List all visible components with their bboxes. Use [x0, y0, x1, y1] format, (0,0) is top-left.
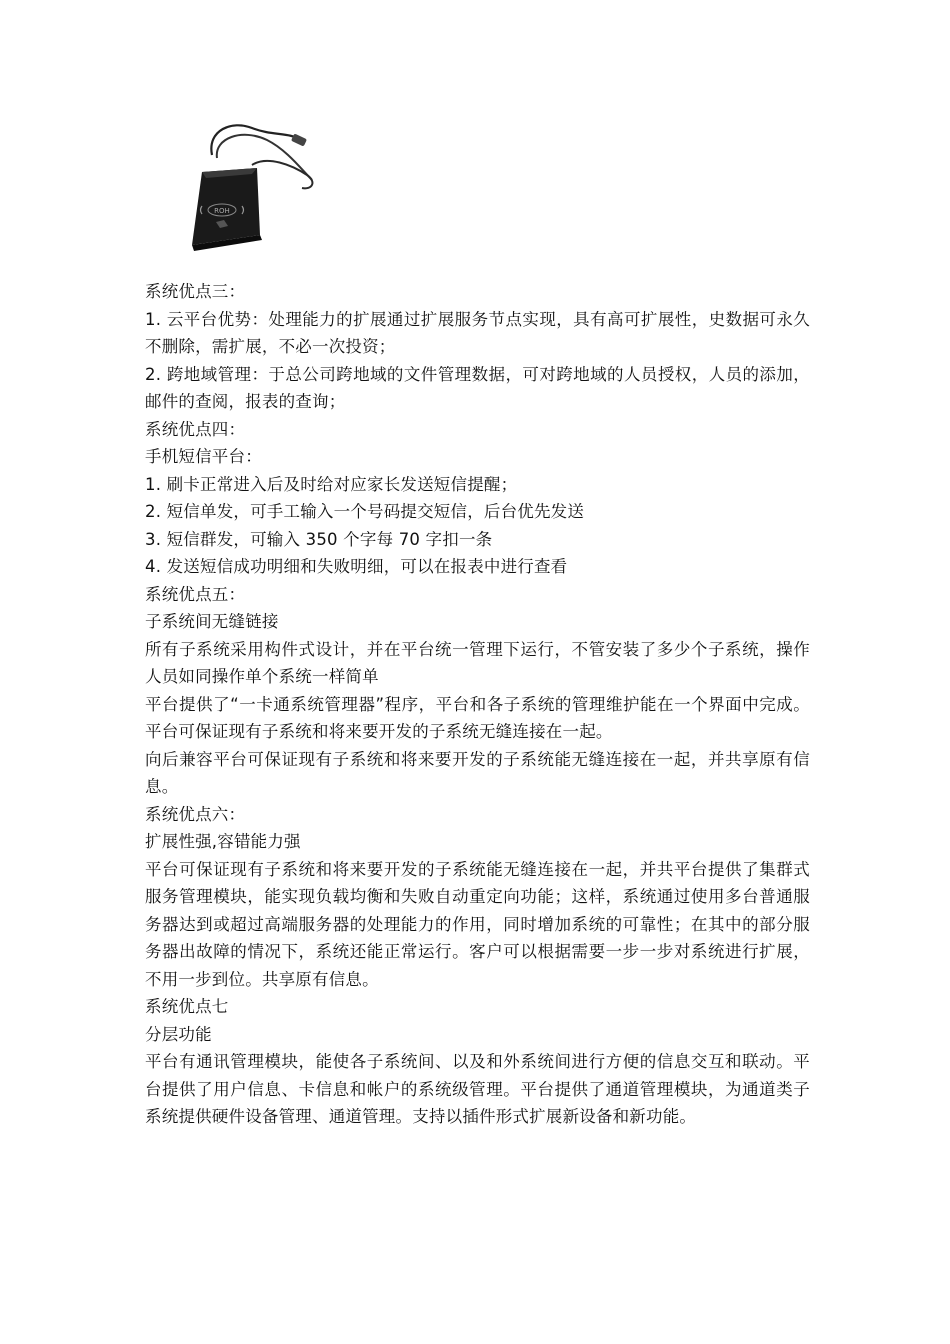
paragraph: 系统优点三： — [145, 282, 246, 301]
paragraph: 子系统间无缝链接 — [145, 612, 279, 631]
paragraph: 向后兼容平台可保证现有子系统和将来要开发的子系统能无缝连接在一起，并共享原有信息。 — [145, 749, 810, 796]
card-reader-image — [172, 110, 322, 260]
paragraph: 系统优点四： — [145, 419, 246, 439]
paragraph: 平台有通讯管理模块，能使各子系统间、以及和外系统间进行方便的信息交互和联动。平台提供了用户信息、卡信息和帐户的系统级管理。平台提供了通道管理模块，为通道类子系统提供硬件设备管理、通道管理。支持以插件形式扩展新设备和新功能。 — [145, 1052, 810, 1126]
paragraph: 1. 云平台优势：处理能力的扩展通过扩展服务节点实现，具有高可扩展性，史数据可永久不删除，需扩展，不必一次投资； — [145, 309, 810, 356]
paragraph: 手机短信平台： — [145, 447, 262, 466]
paragraph: 系统优点七 — [145, 997, 229, 1016]
paragraph: 4. 发送短信成功明细和失败明细，可以在报表中进行查看 — [145, 557, 568, 576]
paragraph: 2. 跨地域管理：于总公司跨地域的文件管理数据，可对跨地域的人员授权，人员的添加，邮件的查阅，报表的查询； — [145, 364, 810, 411]
paragraph: 系统优点五： — [145, 584, 246, 604]
paragraph: 3. 短信群发，可输入 350 个字每 70 字扣一条 — [145, 529, 493, 549]
paragraph: 所有子系统采用构件式设计，并在平台统一管理下运行，不管安装了多少个子系统，操作人员如同操作单个系统一样简单 — [145, 639, 810, 686]
paragraph: 分层功能 — [145, 1024, 212, 1044]
paragraph: 平台提供了“一卡通系统管理器”程序，平台和各子系统的管理维护能在一个界面中完成。 平台可保证现有子系统和将来要开发的子系统无缝连接在一起。 — [145, 694, 810, 741]
paragraph: 系统优点六： — [145, 804, 246, 824]
paragraph: 平台可保证现有子系统和将来要开发的子系统能无缝连接在一起，并共平台提供了集群式服务管理模块，能实现负载均衡和失败自动重定向功能；这样，系统通过使用多台普通服务器达到或超过高端服务器的处理能力的作用，同时增加系统的可靠性；在其中的部分服务器出故障的情况下，系统还能正常运行。客户可以根据需要一步一步对系统进行扩展，不用一步到位。共享原有信息。 — [145, 859, 810, 989]
device-logo-text: ROH — [214, 207, 230, 215]
card-reader-drawing — [172, 110, 322, 260]
paragraph: 扩展性强,容错能力强 — [145, 832, 301, 851]
paragraph: 1. 刷卡正常进入后及时给对应家长发送短信提醒； — [145, 474, 518, 494]
document-body — [145, 278, 810, 1131]
paragraph: 2. 短信单发，可手工输入一个号码提交短信，后台优先发送 — [145, 502, 585, 521]
